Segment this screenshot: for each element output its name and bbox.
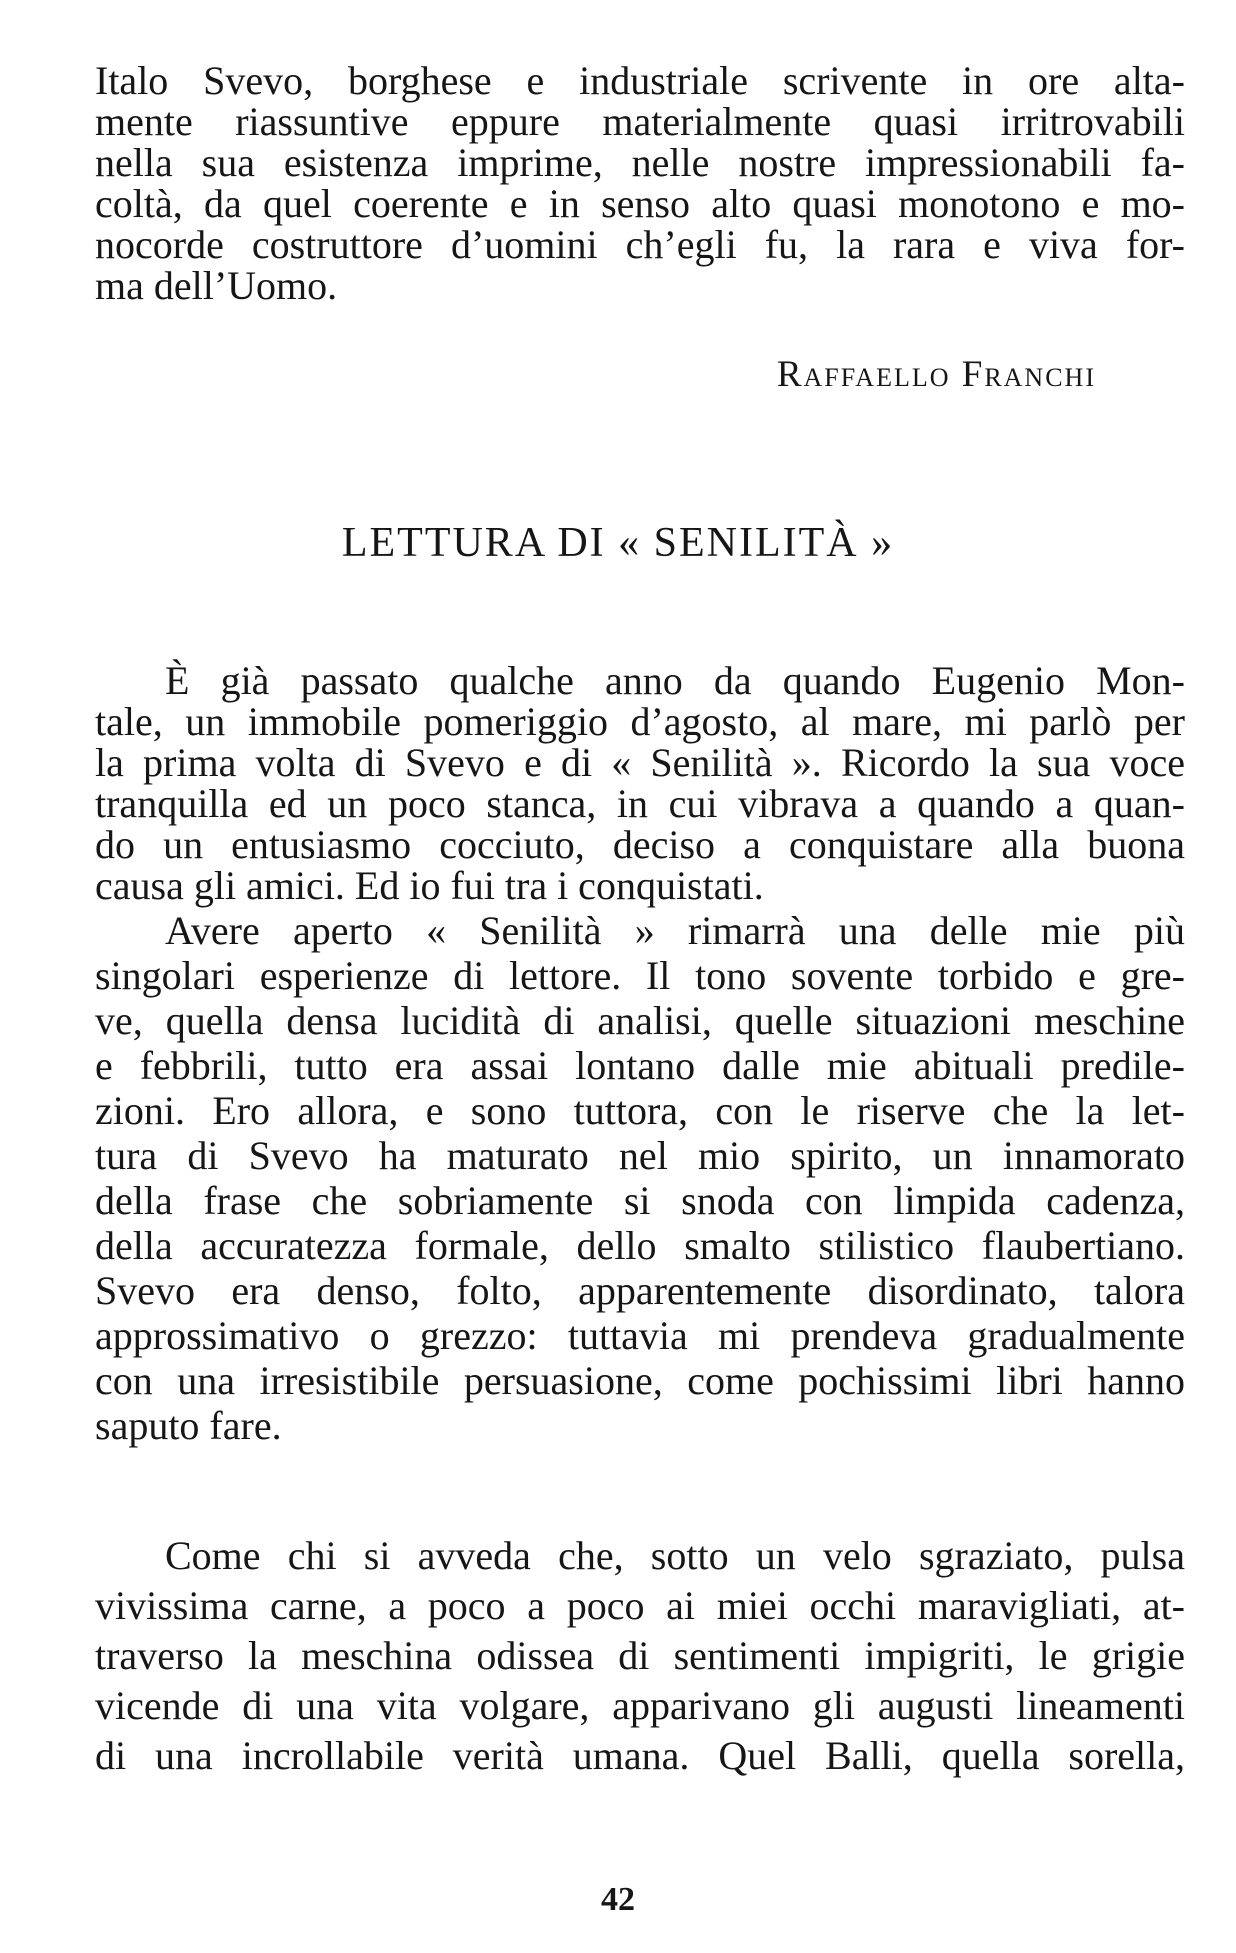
intro-line: nocorde costruttore d’uomini ch’egli fu, la rara e viva for- (95, 222, 1185, 267)
paragraph-line: do un entusiasmo cocciuto, deciso a conquistare alla buona (95, 822, 1185, 867)
paragraph-line: di una incrollabile verità umana. Quel Balli, quella sorella, (95, 1733, 1185, 1778)
paragraph-line: approssimativo o grezzo: tuttavia mi prendeva gradualmente (95, 1313, 1185, 1358)
paragraph-line: e febbrili, tutto era assai lontano dalle mie abituali predile- (95, 1043, 1185, 1088)
intro-line: Italo Svevo, borghese e industriale scrivente in ore alta- (95, 58, 1185, 103)
paragraph-line: vivissima carne, a poco a poco ai miei occhi maravigliati, at- (95, 1583, 1185, 1628)
paragraph-line: tura di Svevo ha maturato nel mio spirito, un innamorato (95, 1133, 1185, 1178)
intro-line: nella sua esistenza imprime, nelle nostre impressionabili fa- (95, 140, 1185, 185)
paragraph-line: causa gli amici. Ed io fui tra i conquistati. (95, 863, 764, 908)
paragraph-line: con una irresistibile persuasione, come pochissimi libri hanno (95, 1358, 1185, 1403)
paragraph-line: Come chi si avveda che, sotto un velo sgraziato, pulsa (165, 1533, 1185, 1578)
paragraph-line: ve, quella densa lucidità di analisi, quelle situazioni meschine (95, 998, 1185, 1043)
intro-line: ma dell’Uomo. (95, 263, 338, 308)
paragraph-line: della accuratezza formale, dello smalto stilistico flaubertiano. (95, 1223, 1185, 1268)
paragraph-line: della frase che sobriamente si snoda con limpida cadenza, (95, 1178, 1185, 1223)
intro-line: mente riassuntive eppure materialmente quasi irritrovabili (95, 99, 1185, 144)
author-signature: Raffaello Franchi (776, 354, 1096, 395)
page-number: 42 (601, 1881, 635, 1918)
paragraph-line: vicende di una vita volgare, apparivano gli augusti lineamenti (95, 1683, 1185, 1728)
section-heading: LETTURA DI « SENILITÀ » (341, 520, 895, 566)
paragraph-line: Avere aperto « Senilità » rimarrà una delle mie più (165, 908, 1185, 953)
paragraph-line: singolari esperienze di lettore. Il tono sovente torbido e gre- (95, 953, 1185, 998)
intro-line: coltà, da quel coerente e in senso alto quasi monotono e mo- (95, 181, 1185, 226)
paragraph-line: zioni. Ero allora, e sono tuttora, con le riserve che la let- (95, 1088, 1185, 1133)
paragraph-line: tranquilla ed un poco stanca, in cui vibrava a quando a quan- (95, 781, 1185, 826)
paragraph-line: saputo fare. (95, 1403, 282, 1448)
paragraph-line: È già passato qualche anno da quando Eugenio Mon- (165, 658, 1185, 703)
paragraph-line: Svevo era denso, folto, apparentemente disordinato, talora (95, 1268, 1185, 1313)
paragraph-line: la prima volta di Svevo e di « Senilità ». Ricordo la sua voce (95, 740, 1185, 785)
paragraph-line: tale, un immobile pomeriggio d’agosto, al mare, mi parlò per (95, 699, 1185, 744)
paragraph-line: traverso la meschina odissea di sentimenti impigriti, le grigie (95, 1633, 1185, 1678)
